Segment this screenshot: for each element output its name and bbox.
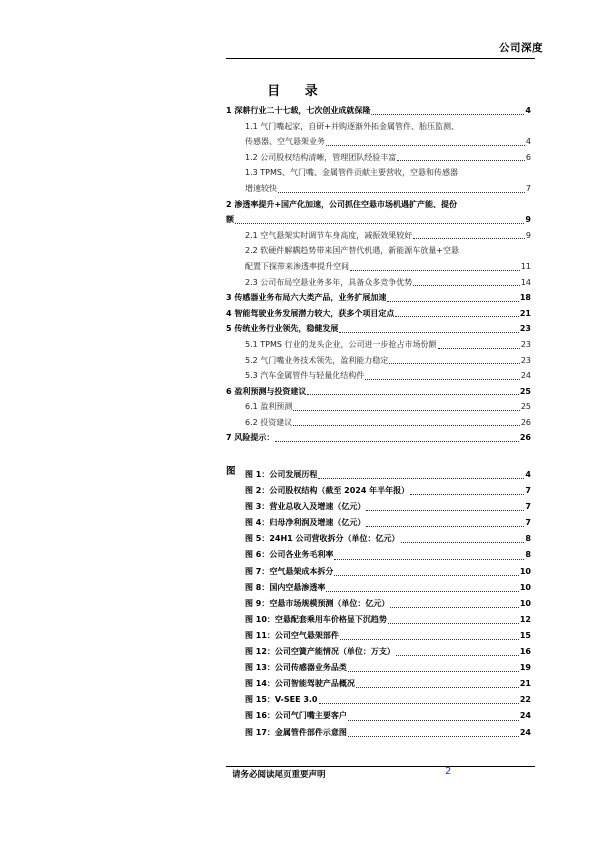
header-divider bbox=[226, 58, 535, 59]
toc-subsection-page: 9 bbox=[525, 230, 531, 240]
dot-leader bbox=[371, 114, 524, 115]
toc-subsection-page: 7 bbox=[525, 183, 531, 193]
toc-subsection-page: 4 bbox=[525, 137, 531, 147]
figure-entry-label: 图 14：公司智能驾驶产品概况 bbox=[245, 679, 355, 689]
footer-divider bbox=[226, 766, 535, 767]
figure-entry-label: 图 4：归母净利润及增速（亿元） bbox=[245, 518, 366, 528]
dot-leader bbox=[318, 478, 524, 479]
toc-subsection[interactable] bbox=[226, 353, 531, 369]
figure-entry[interactable] bbox=[226, 725, 531, 741]
figure-entry-label: 图 7：空气悬架成本拆分 bbox=[245, 566, 334, 576]
figure-entry-page: 8 bbox=[525, 534, 531, 544]
toc-section-label: 4 智能驾驶业务发展潜力较大，获多个项目定点 bbox=[226, 308, 395, 318]
figure-entry-page: 7 bbox=[525, 518, 531, 528]
dot-leader bbox=[275, 441, 519, 442]
toc-section-page: 4 bbox=[525, 106, 531, 115]
figure-entry-label: 图 5：24H1 公司营收拆分（单位：亿元） bbox=[245, 534, 400, 544]
toc-subsection[interactable] bbox=[226, 275, 531, 291]
toc-section[interactable] bbox=[226, 321, 531, 337]
toc-section-page: 25 bbox=[519, 386, 531, 396]
figure-entry-label: 图 11：公司空气悬架部件 bbox=[245, 630, 339, 640]
figure-entry-page: 24 bbox=[519, 711, 531, 721]
dot-leader bbox=[397, 160, 525, 161]
figure-entry-page: 12 bbox=[519, 614, 531, 624]
report-type-label: 公司深度 bbox=[499, 42, 543, 54]
toc-subsection-line[interactable]: 1.1 气门嘴起家，自研+并购逐渐外拓金属管件、胎压监测、 bbox=[245, 121, 459, 131]
dot-leader bbox=[390, 607, 519, 608]
toc-subsection-page: 6 bbox=[525, 152, 531, 162]
dot-leader bbox=[326, 591, 519, 592]
figure-entry[interactable] bbox=[226, 531, 531, 547]
toc-subsection-page: 25 bbox=[520, 402, 531, 412]
toc-subsection-label: 增速较快 bbox=[245, 183, 277, 193]
toc-subsection[interactable] bbox=[226, 337, 531, 353]
figure-entry-page: 10 bbox=[519, 566, 531, 576]
toc-section-page: 9 bbox=[525, 215, 531, 225]
dot-leader bbox=[334, 559, 524, 560]
toc-subsection-line[interactable]: 2.2 软硬件解耦趋势带来国产替代机遇，新能源车放量+空悬 bbox=[245, 246, 459, 256]
figure-entry-page: 21 bbox=[519, 679, 531, 689]
toc-subsection[interactable] bbox=[226, 181, 531, 197]
figure-entry[interactable] bbox=[226, 515, 531, 531]
dot-leader bbox=[307, 394, 519, 395]
dot-leader bbox=[366, 526, 524, 527]
figure-entry[interactable] bbox=[226, 483, 531, 499]
toc-subsection-label: 6.2 投资建议 bbox=[245, 417, 293, 427]
dot-leader bbox=[395, 316, 519, 317]
footer-disclaimer: 请务必阅读尾页重要声明 bbox=[232, 770, 326, 780]
toc-subsection-label: 5.2 气门嘴业务技术领先，盈利能力稳定 bbox=[245, 355, 389, 365]
toc-subsection-label: 配置下探带来渗透率提升空间 bbox=[245, 261, 349, 271]
figure-entry-label: 图 10：空悬配套乘用车价格显下沉趋势 bbox=[245, 614, 387, 624]
toc-section-page: 21 bbox=[519, 308, 531, 318]
dot-leader bbox=[413, 285, 520, 286]
figure-entry[interactable] bbox=[226, 708, 531, 724]
figure-entry-label: 图 1：公司发展历程 bbox=[245, 470, 318, 479]
figure-entry[interactable] bbox=[226, 612, 531, 628]
figure-entry[interactable] bbox=[226, 692, 531, 708]
toc-subsection-label: 2.3 公司布局空悬业务多年，具备众多竞争优势 bbox=[245, 277, 413, 287]
toc-section[interactable] bbox=[226, 290, 531, 306]
toc-section[interactable] bbox=[226, 306, 531, 322]
toc-subsection-label: 5.3 汽车金属管件与轻量化结构件 bbox=[245, 371, 365, 381]
toc-list bbox=[226, 103, 531, 446]
toc-section-page: 23 bbox=[519, 324, 531, 334]
dot-leader bbox=[389, 363, 520, 364]
toc-subsection[interactable] bbox=[226, 134, 531, 150]
figure-entry[interactable] bbox=[226, 580, 531, 596]
dot-leader bbox=[348, 736, 519, 737]
figure-entry-label: 图 13：公司传感器业务品类 bbox=[245, 663, 347, 673]
toc-section-label: 额 bbox=[226, 215, 234, 225]
figure-entry[interactable] bbox=[226, 467, 531, 483]
page-number: 2 bbox=[445, 766, 452, 777]
figure-entry-page: 10 bbox=[519, 582, 531, 592]
figure-entry[interactable] bbox=[226, 596, 531, 612]
dot-leader bbox=[388, 623, 519, 624]
figure-entry-label: 图 3：营业总收入及增速（亿元） bbox=[245, 502, 366, 512]
dot-leader bbox=[278, 192, 525, 193]
figure-entry-label: 图 8：国内空悬渗透率 bbox=[245, 582, 326, 592]
dot-leader bbox=[340, 639, 519, 640]
toc-subsection-page: 14 bbox=[520, 277, 531, 287]
dot-leader bbox=[348, 671, 519, 672]
figure-entry-page: 16 bbox=[519, 647, 531, 657]
toc-subsection-page: 11 bbox=[520, 261, 531, 271]
toc-title: 目 录 bbox=[267, 84, 328, 99]
dot-leader bbox=[348, 720, 519, 721]
toc-subsection[interactable] bbox=[226, 399, 531, 415]
figure-entry-page: 24 bbox=[519, 727, 531, 737]
toc-subsection[interactable] bbox=[226, 150, 531, 166]
figure-entry-page: 22 bbox=[519, 695, 531, 705]
figure-list-heading: 图 bbox=[226, 466, 236, 477]
toc-subsection-label: 6.1 盈利预测 bbox=[245, 402, 293, 412]
figure-entry[interactable] bbox=[226, 644, 531, 660]
figure-entry-page: 10 bbox=[519, 598, 531, 608]
figure-entry[interactable] bbox=[226, 547, 531, 563]
figure-entry-label: 图 12：公司空簧产能情况（单位：万支） bbox=[245, 647, 395, 657]
dot-leader bbox=[401, 542, 525, 543]
toc-subsection-label: 5.1 TPMS 行业的龙头企业，公司进一步抢占市场份额 bbox=[245, 339, 437, 349]
toc-section-label: 5 传统业务行业领先，稳健发展 bbox=[226, 324, 339, 334]
dot-leader bbox=[438, 348, 520, 349]
dot-leader bbox=[356, 687, 519, 688]
figure-entry[interactable] bbox=[226, 660, 531, 676]
toc-subsection[interactable] bbox=[226, 368, 531, 384]
dot-leader bbox=[365, 379, 520, 380]
toc-subsection-label: 传感器、空气悬架业务 bbox=[245, 137, 325, 147]
toc-section-label: 3 传感器业务布局六大类产品，业务扩展加速 bbox=[226, 293, 387, 303]
dot-leader bbox=[410, 494, 524, 495]
toc-subsection-page: 24 bbox=[520, 371, 531, 381]
toc-section-line[interactable]: 2 渗透率提升+国产化加速，公司抓住空悬市场机遇扩产能、提份 bbox=[226, 199, 458, 209]
figure-entry-label: 图 2：公司股权结构（截至 2024 年半年报） bbox=[245, 486, 410, 496]
dot-leader bbox=[235, 223, 524, 224]
dot-leader bbox=[326, 145, 525, 146]
figure-entry-page: 15 bbox=[519, 630, 531, 640]
dot-leader bbox=[319, 703, 519, 704]
figure-entry-page: 19 bbox=[519, 663, 531, 673]
toc-subsection-page: 23 bbox=[520, 355, 531, 365]
figure-list bbox=[226, 467, 531, 741]
toc-section[interactable] bbox=[226, 384, 531, 400]
figure-entry[interactable] bbox=[226, 564, 531, 580]
dot-leader bbox=[339, 332, 519, 333]
toc-subsection[interactable] bbox=[226, 259, 531, 275]
toc-section-label: 7 风险提示： bbox=[226, 433, 275, 443]
dot-leader bbox=[293, 410, 520, 411]
dot-leader bbox=[366, 510, 524, 511]
dot-leader bbox=[396, 655, 519, 656]
dot-leader bbox=[334, 575, 519, 576]
dot-leader bbox=[350, 270, 520, 271]
toc-subsection[interactable] bbox=[226, 228, 531, 244]
dot-leader bbox=[387, 301, 519, 302]
toc-section-page: 18 bbox=[519, 293, 531, 303]
toc-section[interactable] bbox=[226, 430, 531, 446]
dot-leader bbox=[413, 238, 525, 239]
figure-entry-label: 图 6：公司各业务毛利率 bbox=[245, 550, 334, 560]
toc-section[interactable] bbox=[226, 212, 531, 228]
toc-section-label: 1 深耕行业二十七载，七次创业成就保隆 bbox=[226, 106, 371, 115]
figure-entry-page: 7 bbox=[525, 486, 531, 496]
figure-entry-label: 图 9：空悬市场规模预测（单位：亿元） bbox=[245, 598, 390, 608]
dot-leader bbox=[293, 425, 520, 426]
figure-entry-label: 图 15：V-SEE 3.0 bbox=[245, 695, 318, 705]
figure-entry-page: 8 bbox=[525, 550, 531, 560]
figure-entry[interactable] bbox=[226, 676, 531, 692]
figure-entry-label: 图 16：公司气门嘴主要客户 bbox=[245, 711, 347, 721]
toc-section[interactable] bbox=[226, 103, 531, 119]
figure-entry-page: 4 bbox=[525, 470, 531, 479]
toc-subsection-page: 26 bbox=[520, 417, 531, 427]
toc-section-page: 26 bbox=[519, 433, 531, 443]
toc-subsection-label: 2.1 空气悬架实时调节车身高度，减振效果较好 bbox=[245, 230, 413, 240]
toc-subsection-page: 23 bbox=[520, 339, 531, 349]
toc-subsection-label: 1.2 公司股权结构清晰，管理团队经验丰富 bbox=[245, 152, 397, 162]
figure-entry[interactable] bbox=[226, 499, 531, 515]
figure-entry-label: 图 17：金属管件部件示意图 bbox=[245, 727, 347, 737]
figure-entry-page: 7 bbox=[525, 502, 531, 512]
toc-subsection[interactable] bbox=[226, 415, 531, 431]
toc-subsection-line[interactable]: 1.3 TPMS、气门嘴、金属管件贡献主要营收，空悬和传感器 bbox=[245, 168, 458, 178]
figure-entry[interactable] bbox=[226, 628, 531, 644]
toc-section-label: 6 盈利预测与投资建议 bbox=[226, 386, 307, 396]
